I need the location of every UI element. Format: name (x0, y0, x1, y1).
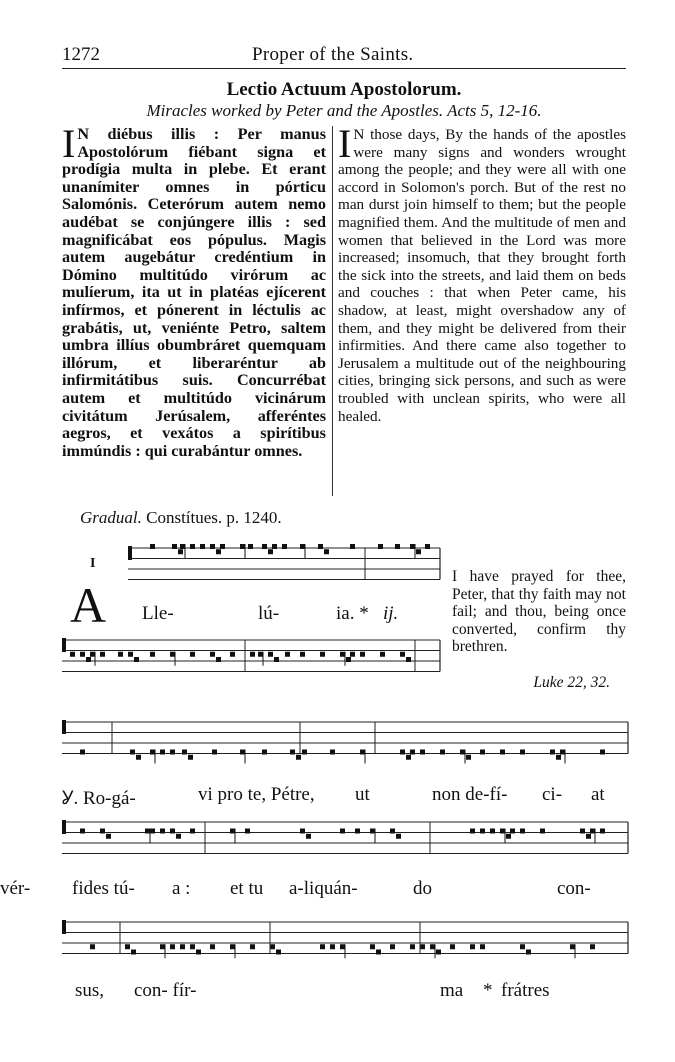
neume (370, 944, 375, 949)
neume (320, 944, 325, 949)
neume (188, 755, 193, 760)
neume (270, 944, 275, 949)
neume (330, 750, 335, 755)
running-title: Proper of the Saints. (252, 44, 414, 65)
neume (210, 544, 215, 549)
neume (290, 750, 295, 755)
neume (500, 829, 505, 834)
neume (378, 544, 383, 549)
neume (355, 829, 360, 834)
neume (170, 750, 175, 755)
neume (182, 750, 187, 755)
neume (300, 544, 305, 549)
neume (86, 657, 91, 662)
lyric-syllable: fides tú- (72, 878, 135, 899)
lyric-syllable: con- (557, 878, 591, 899)
neume (300, 829, 305, 834)
gradual-reference: Constítues. p. 1240. (146, 508, 282, 527)
neume (400, 750, 405, 755)
neume (90, 652, 95, 657)
neume (268, 549, 273, 554)
neume (180, 544, 185, 549)
lyric-syllable: sus, (75, 980, 105, 1001)
neume (400, 652, 405, 657)
neume (360, 750, 365, 755)
lyric-syllable: a-liquán- (289, 878, 358, 899)
clef-mark (62, 920, 66, 934)
neume (150, 750, 155, 755)
neume (600, 829, 605, 834)
neume (272, 544, 277, 549)
neume (376, 950, 381, 955)
neume (506, 834, 511, 839)
neume (178, 549, 183, 554)
gradual-label: Gradual. (80, 508, 142, 527)
neume (380, 652, 385, 657)
neume (480, 750, 485, 755)
lyric-syllable: non de-fí- (432, 784, 508, 805)
neume (118, 652, 123, 657)
lyric-syllable: ia. * (336, 603, 369, 624)
english-drop-initial: I (338, 121, 352, 166)
neume (150, 652, 155, 657)
neume (470, 944, 475, 949)
neume (210, 944, 215, 949)
latin-first-line: N diébus illis : Per manus (77, 125, 326, 143)
neume (480, 829, 485, 834)
neume (276, 950, 281, 955)
lection-title: Lectio Actuum Apostolorum. (226, 79, 462, 100)
lyric-syllable: frátres (501, 980, 550, 1001)
neume (520, 829, 525, 834)
neume (248, 544, 253, 549)
neume (416, 549, 421, 554)
neume (430, 944, 435, 949)
lyric-syllable: * (483, 980, 493, 1001)
neume (330, 944, 335, 949)
neume (160, 829, 165, 834)
lyric-syllable: Ỿ. Ro-gá- (62, 788, 136, 809)
neume (170, 652, 175, 657)
chant-mode: I (90, 556, 96, 571)
clef-mark (62, 720, 66, 734)
neume (150, 544, 155, 549)
neume (145, 829, 150, 834)
neume (470, 829, 475, 834)
lyric-syllable: vi pro te, Pétre, (198, 784, 315, 805)
neume (350, 652, 355, 657)
neume (420, 944, 425, 949)
neume (510, 829, 515, 834)
neume (318, 544, 323, 549)
neume (466, 755, 471, 760)
neume (250, 944, 255, 949)
neume (480, 944, 485, 949)
neume (136, 755, 141, 760)
neume (176, 834, 181, 839)
neume (306, 834, 311, 839)
lyric-syllable: ut (355, 784, 370, 805)
neume (436, 950, 441, 955)
neume (250, 652, 255, 657)
neume (600, 750, 605, 755)
neume (160, 944, 165, 949)
neume (90, 944, 95, 949)
neume (560, 750, 565, 755)
neume (520, 944, 525, 949)
neume (190, 944, 195, 949)
neume (80, 829, 85, 834)
lyric-syllable: ij. (383, 603, 399, 624)
neume (262, 544, 267, 549)
neume (240, 544, 245, 549)
lection-subtitle: Miracles worked by Peter and the Apostles. Acts 5, 12-16. (146, 101, 542, 120)
neume (396, 834, 401, 839)
neume (285, 652, 290, 657)
neume (490, 829, 495, 834)
neume (170, 829, 175, 834)
neume (550, 750, 555, 755)
neume (100, 829, 105, 834)
chant-initial: A (70, 577, 107, 633)
neume (240, 750, 245, 755)
neume (296, 755, 301, 760)
neume (450, 944, 455, 949)
lyric-syllable: et tu (230, 878, 264, 899)
neume (150, 829, 155, 834)
neume (80, 750, 85, 755)
neume (220, 544, 225, 549)
neume (200, 544, 205, 549)
neume (425, 544, 430, 549)
lyric-syllable: at (591, 784, 605, 805)
neume (324, 549, 329, 554)
neume (395, 544, 400, 549)
neume (520, 750, 525, 755)
neume (131, 950, 136, 955)
neume (440, 750, 445, 755)
neume (406, 657, 411, 662)
lyric-syllable: Lle- (142, 603, 174, 624)
english-first-line: N those days, By the hands of the (353, 126, 572, 143)
neume (370, 829, 375, 834)
neume (172, 544, 177, 549)
neume (410, 750, 415, 755)
latin-body: Apostolórum fiébant signa et prodígia multa in plebe. Et erant unanímiter omnes in pórticu Salomónis. Ceterórum autem nemo audébat se conjúngere illis : sed magnificábat eos pópulus. Magis autem augebátur credéntium in Dómino multitúdo virórum ac mulíerum, ita ut in platéas ejícerent infírmos, et pónerent in léctulis ac grabátis, ut, veniénte Petro, saltem umbra illíus obumbráret quemquam illórum, et liberaréntur ab infirmitátibus suis. Concurrébat autem et multitúdo vicinárum civitátum Jerúsalem, afferéntes aegros, et vexátos a spirítibus immúndis : qui curabántur omnes. (62, 142, 326, 460)
neume (190, 652, 195, 657)
neume (180, 944, 185, 949)
neume (230, 944, 235, 949)
neume (340, 652, 345, 657)
latin-drop-initial: I (62, 121, 76, 166)
clef-mark (128, 546, 132, 560)
lyric-syllable: lú- (258, 603, 280, 624)
neume (580, 829, 585, 834)
neume (320, 652, 325, 657)
neume (390, 829, 395, 834)
translation-text: I have prayed for thee, Peter, that thy faith may not fail; and thou, being once converted, confirm thy brethren. (452, 568, 626, 656)
neume (125, 944, 130, 949)
neume (340, 829, 345, 834)
neume (262, 750, 267, 755)
neume (390, 944, 395, 949)
neume (100, 652, 105, 657)
neume (268, 652, 273, 657)
neume (128, 652, 133, 657)
neume (350, 544, 355, 549)
neume (346, 657, 351, 662)
neume (586, 834, 591, 839)
page-number: 1272 (62, 44, 100, 65)
neume (190, 544, 195, 549)
neume (410, 944, 415, 949)
clef-mark (62, 820, 66, 834)
neume (556, 755, 561, 760)
neume (302, 750, 307, 755)
english-body: apostles were many signs and wonders wrought among the people; and they were all with one accord in Solomon's porch. But of the rest no man durst join himself to them; but the people magnified them. And the multitude of men and women that believed in the Lord was more increased; insomuch, that they brought forth the sick into the streets, and laid them on beds and couches : that when Peter came, his shadow, at least, might overshadow any of them, and they might be delivered from their infirmities. And there came also together to Jerusalem a multitude out of the neighbouring cities, bringing sick persons, and such as were troubled with unclean spirits, who were all healed. (338, 126, 627, 425)
lyric-syllable: ci- (542, 784, 563, 805)
neume (216, 657, 221, 662)
neume (216, 549, 221, 554)
neume (300, 652, 305, 657)
neume (590, 944, 595, 949)
lyric-syllable: do (413, 878, 432, 899)
neume (134, 657, 139, 662)
lyric-syllable: con- fír- (134, 980, 197, 1001)
neume (258, 652, 263, 657)
neume (230, 652, 235, 657)
lyric-syllable: a : (172, 878, 191, 899)
neume (406, 755, 411, 760)
neume (360, 652, 365, 657)
neume (420, 750, 425, 755)
neume (160, 750, 165, 755)
neume (70, 652, 75, 657)
neume (230, 829, 235, 834)
neume (282, 544, 287, 549)
neume (274, 657, 279, 662)
neume (340, 944, 345, 949)
neume (190, 829, 195, 834)
lyric-syllable: ma (440, 980, 464, 1001)
lyric-syllable: vér- (0, 878, 31, 899)
neume (540, 829, 545, 834)
neume (210, 652, 215, 657)
neume (500, 750, 505, 755)
neume (130, 750, 135, 755)
clef-mark (62, 638, 66, 652)
neume (410, 544, 415, 549)
neume (526, 950, 531, 955)
neume (212, 750, 217, 755)
neume (196, 950, 201, 955)
neume (460, 750, 465, 755)
neume (245, 829, 250, 834)
neume (80, 652, 85, 657)
neume (170, 944, 175, 949)
neume (570, 944, 575, 949)
translation-reference: Luke 22, 32. (533, 674, 610, 691)
neume (106, 834, 111, 839)
neume (590, 829, 595, 834)
